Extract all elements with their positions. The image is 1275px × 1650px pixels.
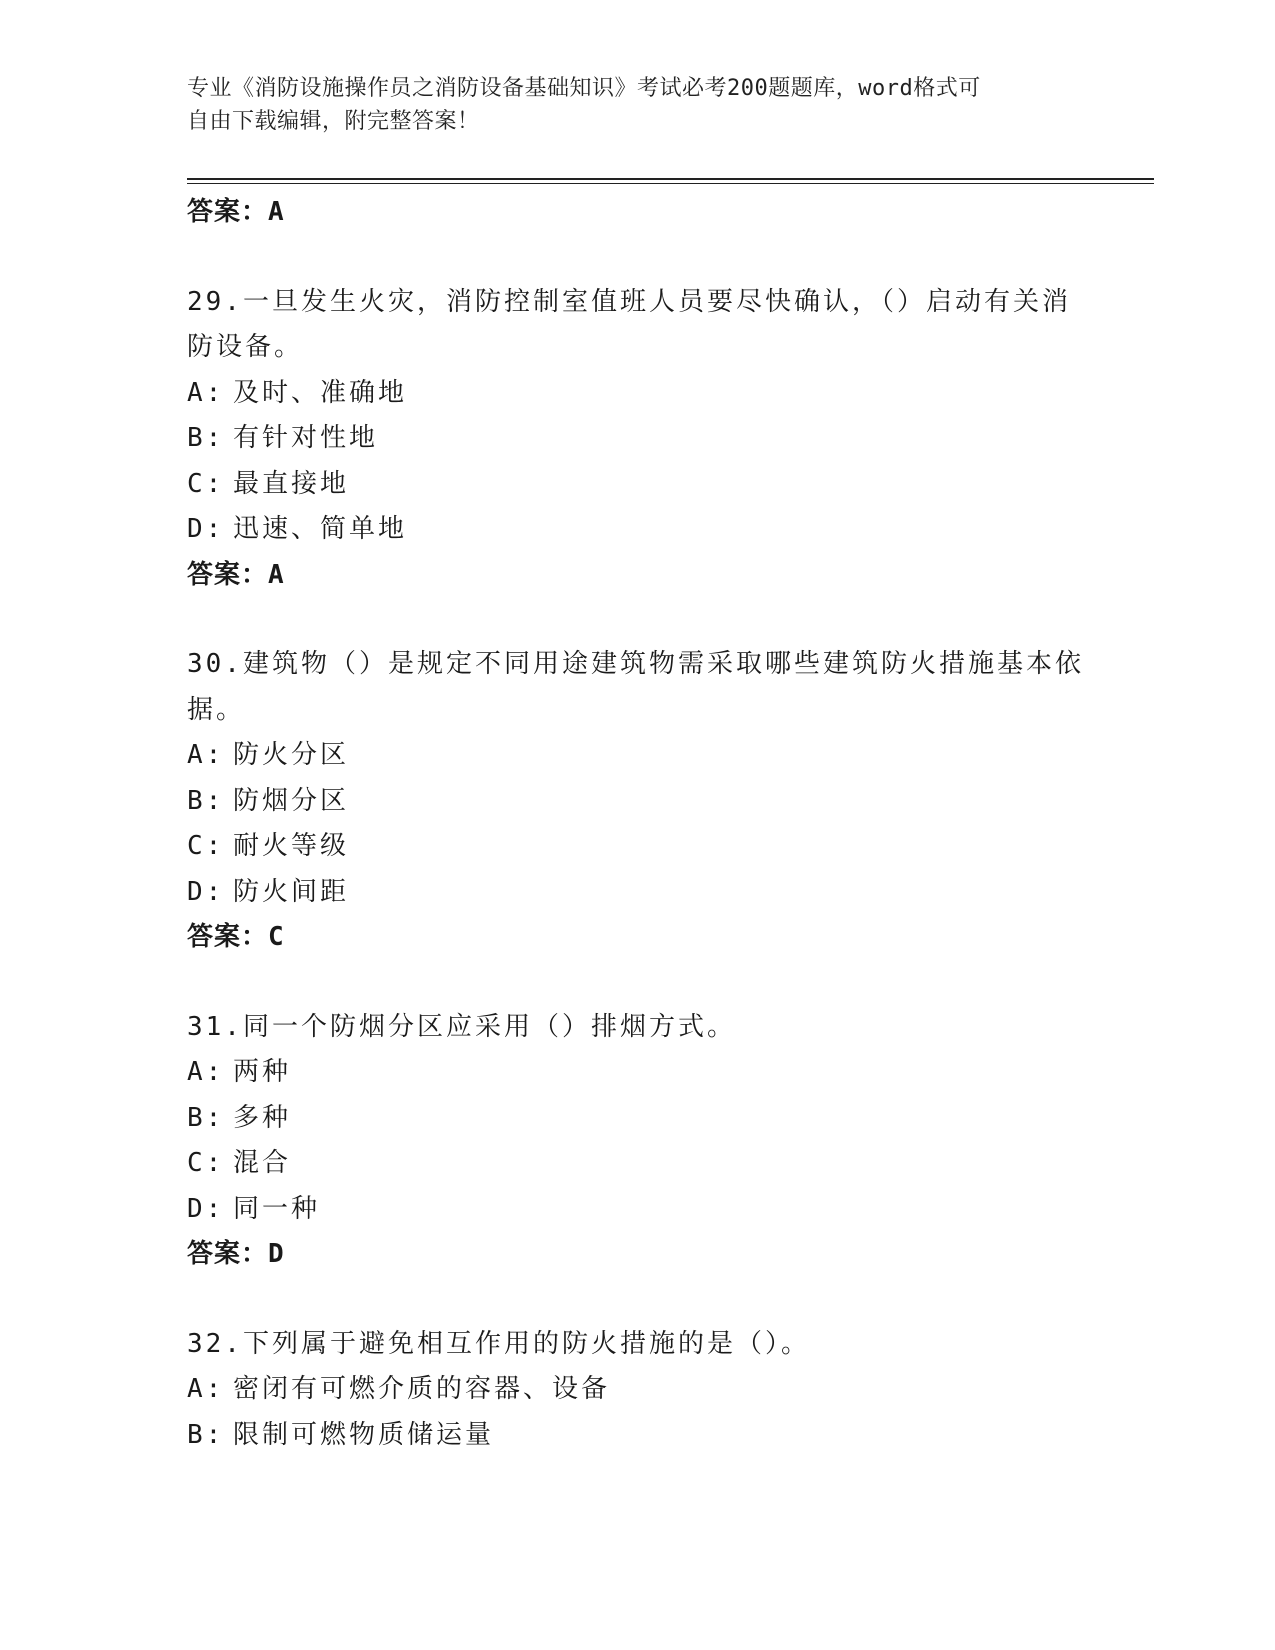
option-text: 限制可燃物质储运量 <box>233 1419 495 1450</box>
option-label: A: <box>187 377 225 408</box>
option-text: 迅速、简单地 <box>233 514 408 544</box>
option-label: A: <box>187 1374 225 1404</box>
option-b <box>187 1413 1087 1459</box>
option-text: 两种 <box>233 1057 292 1087</box>
option-text: 最直接地 <box>233 468 350 499</box>
option-a <box>187 1050 1087 1096</box>
question-block <box>187 280 1087 599</box>
question-text: 29.一旦发生火灾，消防控制室值班人员要尽快确认，（）启动有关消 <box>187 286 1071 317</box>
document-header <box>187 72 1067 138</box>
question-text: 30.建筑物（）是规定不同用途建筑物需采取哪些建筑防火措施基本依 <box>187 649 1084 679</box>
option-text: 同一种 <box>233 1193 321 1224</box>
answer-line: 答案：A <box>187 197 285 227</box>
question-text: 32.下列属于避免相互作用的防火措施的是（）。 <box>187 1328 810 1359</box>
header-line-1: 专业《消防设施操作员之消防设备基础知识》考试必考200题题库，word格式可 <box>187 76 981 101</box>
option-d <box>187 507 1087 553</box>
spacer <box>187 1278 1087 1322</box>
question-text-continued: 防设备。 <box>187 332 304 362</box>
header-line-2: 自由下载编辑，附完整答案！ <box>187 109 480 134</box>
option-label: B: <box>187 423 225 453</box>
option-d <box>187 870 1087 916</box>
option-text: 防烟分区 <box>233 785 350 816</box>
option-text: 防火分区 <box>233 740 350 770</box>
option-c <box>187 1141 1087 1187</box>
option-c <box>187 462 1087 508</box>
option-a <box>187 371 1087 417</box>
option-d <box>187 1187 1087 1233</box>
option-label: A: <box>187 1057 225 1087</box>
answer-line: 答案：D <box>187 1239 285 1269</box>
option-a <box>187 733 1087 779</box>
option-text: 耐火等级 <box>233 831 350 861</box>
question-block <box>187 642 1087 961</box>
option-text: 多种 <box>233 1102 292 1133</box>
option-text: 密闭有可燃介质的容器、设备 <box>233 1374 611 1404</box>
spacer <box>187 598 1087 642</box>
option-b <box>187 779 1087 825</box>
option-text: 有针对性地 <box>233 423 379 453</box>
question-block <box>187 1005 1087 1278</box>
option-label: D: <box>187 876 225 907</box>
option-label: B: <box>187 1419 225 1450</box>
question-text-continued: 据。 <box>187 694 246 725</box>
option-label: B: <box>187 785 225 816</box>
option-label: D: <box>187 514 225 544</box>
question-list <box>187 190 1087 1458</box>
option-b <box>187 1096 1087 1142</box>
option-b <box>187 416 1087 462</box>
header-divider-thin <box>187 183 1154 184</box>
option-label: C: <box>187 468 225 499</box>
spacer <box>187 236 1087 280</box>
question-block <box>187 1322 1087 1459</box>
option-label: A: <box>187 740 225 770</box>
option-label: C: <box>187 1148 225 1178</box>
answer-line: 答案：A <box>187 559 285 590</box>
option-text: 混合 <box>233 1148 292 1178</box>
answer-line: 答案：C <box>187 922 285 952</box>
option-text: 及时、准确地 <box>233 377 408 408</box>
header-divider-thick <box>187 178 1154 180</box>
option-label: D: <box>187 1193 225 1224</box>
option-c <box>187 824 1087 870</box>
question-text: 31.同一个防烟分区应采用（）排烟方式。 <box>187 1011 736 1042</box>
option-a <box>187 1367 1087 1413</box>
spacer <box>187 961 1087 1005</box>
option-label: C: <box>187 831 225 861</box>
option-text: 防火间距 <box>233 876 350 907</box>
option-label: B: <box>187 1102 225 1133</box>
